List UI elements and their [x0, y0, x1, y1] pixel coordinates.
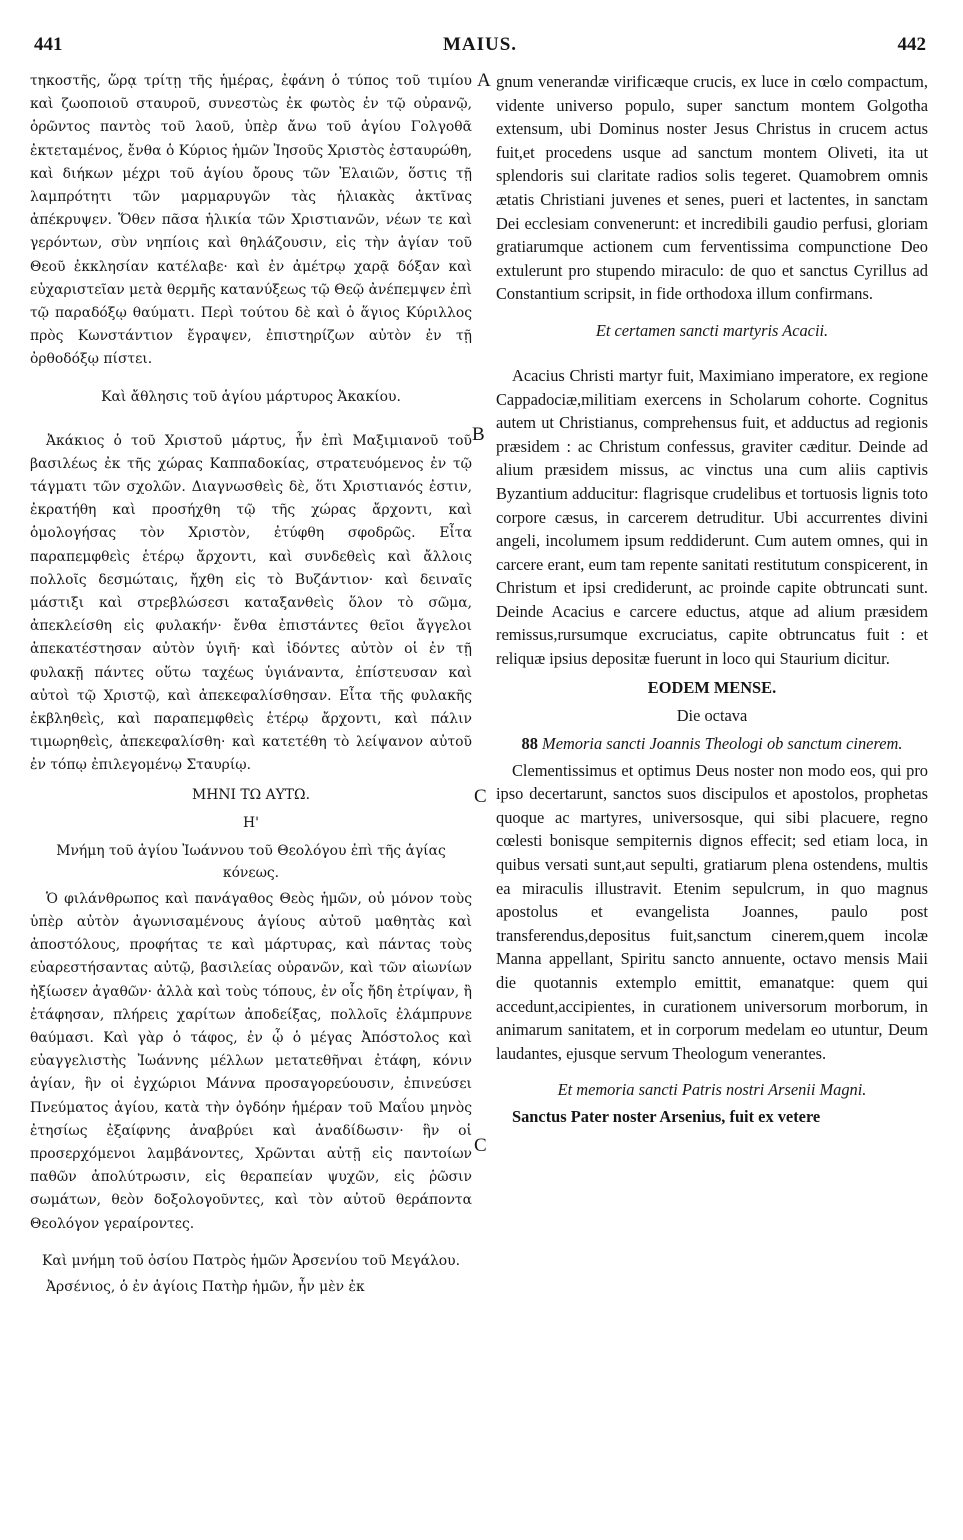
greek-heading-day: Η': [243, 814, 259, 831]
greek-paragraph-arsenius: Ἀρσένιος, ὁ ἐν ἁγίοις Πατὴρ ἡμῶν, ἦν μὲν ἐκ: [46, 1278, 365, 1295]
greek-column: [30, 70, 472, 1299]
latin-paragraph-1: gnum venerandæ virificæque crucis, ex luce in cœlo compactum, vidente universo populo, super sanctum montem Golgotha extensum, ubi Dominus noster Jesus Christus in crucem actus fuit,et procedens usque ad sanctum montem Oliveti, ita ut splendoris sui claritate radios solis tegeret. Quamobrem omnis ætatis Christiani juvenes et senes, pueri et lactentes, in sanctam Dei ecclesiam convenerunt: et incredibili gaudio perfusi, gloriam gratiarumque actionem cum ferventissima compunctione Deo extulerunt pro stupendo miraculo: de quo et sanctus Cyrillus ad Constantium scripsit, in fide orthodoxa illum confirmans.: [496, 72, 928, 304]
greek-paragraph-acacius: Ἀκάκιος ὁ τοῦ Χριστοῦ μάρτυς, ἦν ἐπὶ Μαξιμιανοῦ τοῦ βασιλέως ἐκ τῆς χώρας Καππαδοκίας, στρατευόμενος ἐν τῷ τάγματι τῶν σχολῶν. Διαγνωσθεὶς δὲ, ὅτι Χριστιανός ἐστιν, ἐκρατήθη καὶ προσήχθη τῷ τῆς χώρας ἄρχοντι, καὶ ὁμολογήσας τὸν Χριστὸν, ἐτύφθη σφοδρῶς. Εἶτα παραπεμφθεὶς ἑτέρῳ ἄρχοντι, καὶ συνδεθεὶς καὶ ἄλλοις πολλοῖς δεσμώταις, ἤχθη εἰς τὸ Βυζάντιον· καὶ δειναῖς μάστιξι καὶ στρεβλώσεσι καταξανθεὶς ὅλον τὸ σῶμα, ἀπεκλείσθη εἰς φυλακήν· ἔνθα ἐπιστάντες θεῖοι ἄγγελοι ἀπεκατέστησαν αὐτὸν ὑγιῆ· καὶ ἰδόντες αὐτὸν οἱ ἐν τῇ φυλακῇ πάντες οὕτω ταχέως ὑγιάναντα, ἐπίστευσαν καὶ αὐτοὶ τῷ Χριστῷ, καὶ ἀπεκεφαλίσθησαν. Εἶτα τῆς φυλακῆς ἐκβληθεὶς, καὶ παραπεμφθεὶς ἑτέρῳ ἄρχοντι, καὶ πάλιν τιμωρηθεὶς, ἀπεκεφαλίσθη· καὶ κατετέθη τὸ λείψανον αὐτοῦ ἐν τόπῳ ἐπιλεγομένῳ Σταυρίῳ.: [30, 432, 472, 774]
margin-marker-c-lower: C: [474, 1135, 487, 1156]
running-title: MAIUS.: [442, 34, 518, 55]
latin-heading-acacius: Et certamen sancti martyris Acacii.: [595, 320, 829, 340]
greek-paragraph-john: Ὁ φιλάνθρωπος καὶ πανάγαθος Θεὸς ἡμῶν, οὐ μόνον τοὺς ὑπὲρ αὐτὸν ἀγωνισαμένους ἁγίους αὐτοῦ μαθητὰς καὶ ἀποστόλους, προφήτας τε καὶ μάρτυρας, καὶ πάντας τοὺς εὐαρεστήσαντας αὐτῷ, βασιλείας οὐρανῶν, καὶ τῶν αἰωνίων ἠξίωσεν ἀγαθῶν· ἀλλὰ καὶ τοὺς τόπους, ἐν οἷς ἤδη ἐτρίψαν, ἢ ἐτάφησαν, πλήρεις χαρίτων ἀποδείξας, πολλοῖς ἐλάμπρυνε θαύμασι. Καὶ γὰρ ὁ τάφος, ἐν ᾧ ὁ μέγας Ἀπόστολος καὶ εὐαγγελιστὴς Ἰωάννης μέλλων μετατεθῆναι ἐτάφη, κόνιν ἁγίαν, ἣν οἱ ἐγχώριοι Μάννα προσαγορεύουσιν, ἐπινεύσει Πνεύματος ἁγίου, κατὰ τὴν ὀγδόην ἡμέραν τοῦ Μαΐου μηνὸς ἐτησίως ἐξαίφνης ἀναβρύει καὶ ἀναδίδωσιν· ἣν οἱ προσερχόμενοι λαμβάνοντες, Χρῶνται αὐτῇ εἰς παντοίων παθῶν ἀπολύτρωσιν, εἰς θεραπείαν ψυχῶν, εἰς ῥῶσιν σωμάτων, θεὸν δοξολογοῦντες, καὶ τὸν αὐτοῦ θεράποντα Θεολόγον γεραίροντες.: [30, 890, 472, 1232]
latin-heading-john-number: 88: [521, 733, 538, 753]
greek-heading-john: Μνήμη τοῦ ἁγίου Ἰωάννου τοῦ Θεολόγου ἐπὶ τῆς ἁγίας κόνεως.: [56, 842, 446, 881]
latin-heading-month: EODEM MENSE.: [647, 677, 777, 697]
page-header: [34, 34, 926, 58]
margin-marker-c-upper: C: [474, 786, 487, 807]
latin-heading-john: [496, 733, 928, 755]
page-number-right: 442: [897, 34, 926, 55]
margin-marker-a: A: [477, 70, 491, 91]
latin-heading-john-text: Memoria sancti Joannis Theologi ob sanctum cinerem.: [542, 733, 903, 753]
greek-heading-arsenius: Καὶ μνήμη τοῦ ὁσίου Πατρὸς ἡμῶν Ἀρσενίου τοῦ Μεγάλου.: [41, 1252, 461, 1269]
latin-heading-day: Die octava: [676, 705, 748, 725]
latin-column: [496, 70, 928, 1129]
greek-paragraph-1: τηκοστῆς, ὥρᾳ τρίτῃ τῆς ἡμέρας, ἐφάνη ὁ τύπος τοῦ τιμίου καὶ ζωοποιοῦ σταυροῦ, συνεστὼς ἐκ φωτὸς ἐν τῷ οὐρανῷ, ὁρῶντος παντὸς τοῦ λαοῦ, ὑπὲρ ἄνω τοῦ ἁγίου Γολγοθᾶ ἐκτεταμένος, ἔνθα ὁ Κύριος ἡμῶν Ἰησοῦς Χριστὸς ἐσταυρώθη, καὶ διήκων μέχρι τοῦ ἁγίου ὄρους τῶν Ἐλαιῶν, ὅστις τῇ λαμπρότητι τῶν μαρμαρυγῶν τὰς ἡλιακὰς ἀκτῖνας ἀπέκρυψεν. Ὅθεν πᾶσα ἡλικία τῶν Χριστιανῶν, νέων τε καὶ γερόντων, σὺν νηπίοις καὶ θηλάζουσιν, εἰς τὴν ἁγίαν τοῦ Θεοῦ ἐκκλησίαν κατέλαβε· καὶ ἐν ἀμέτρῳ χαρᾷ δόξαν καὶ εὐχαριστεῖαν μετὰ θερμῆς κατανύξεως τῷ Θεῷ ἀνέπεμψεν ἐπὶ τῷ παραδόξῳ θαύματι. Περὶ τούτου δὲ καὶ ὁ ἅγιος Κύριλλος πρὸς Κωνστάντιον ἔγραψεν, ἐπιστηρίζων αὐτὸν ἐν τῇ ὀρθοδόξῳ πίστει.: [30, 73, 472, 368]
latin-heading-arsenius: Et memoria sancti Patris nostri Arsenii Magni.: [557, 1080, 867, 1100]
latin-paragraph-acacius: Acacius Christi martyr fuit, Maximiano imperatore, ex regione Cappadociæ,militiam exercens in Scholarum cohorte. Cognitus autem ut Christianus, comprehensus fuit, et adductus ad regionis præsidem : ac Christum confessus, graviter cæditur. Deinde ad alium præsidem missus, ac vinctus una cum aliis captivis Byzantium adducitur: flagrisque crudelibus et tortuosis lignis toto corpore cæsus, in carcerem detruditur. Ubi accurrentes divini angeli, incolumem ipsum reddiderunt. Cum autem omnes, qui in carcere erant, eum tam repente sanitati restitutum conspicerent, in Christum et ipsi crediderunt, ac proinde capite obtruncati sunt. Deinde Acacius e carcere eductus, atque ad alium præsidem remissus,rursumque excruciatus, capite obtruncatus fuit : et reliquæ ipsius depositæ fuerunt in loco qui Staurium dicitur.: [496, 365, 928, 669]
latin-paragraph-arsenius: Sanctus Pater noster Arsenius, fuit ex vetere: [512, 1107, 821, 1127]
margin-marker-b: B: [472, 424, 485, 445]
greek-heading-acacius: Καὶ ἄθλησις τοῦ ἁγίου μάρτυρος Ἀκακίου.: [101, 388, 401, 405]
latin-paragraph-john: Clementissimus et optimus Deus noster non modo eos, qui pro ipso decertarunt, sanctos suos discipulos et apostolos, prophetas quoque ac martyres, universosque, qui sibi placuere, regno cœlesti bonisque sempiternis dignos effecit; sed etiam loca, in quibus versati sunt,aut sepulti, gratiarum plena ostendens, multis ea miraculis illustravit. Etenim sepulcrum, in quo magnus apostolus et evangelista Joannes, paulo post transferendus,depositus fuit,sanctum cinerem,quem incolæ Manna appellant, Spiritu sancto annuente, octavo mensis Maii die quotannis extemplo emittit, emanatque: quem qui accedunt,accipientes, in curationem universorum morborum, in animarum sanitatem, et in corporum medelam eo utuntur, Deum laudantes, ejusque servum Theologum venerantes.: [496, 760, 928, 1063]
greek-heading-month: ΜΗΝΙ ΤΩ ΑΥΤΩ.: [192, 786, 310, 803]
page-number-left: 441: [34, 34, 63, 55]
